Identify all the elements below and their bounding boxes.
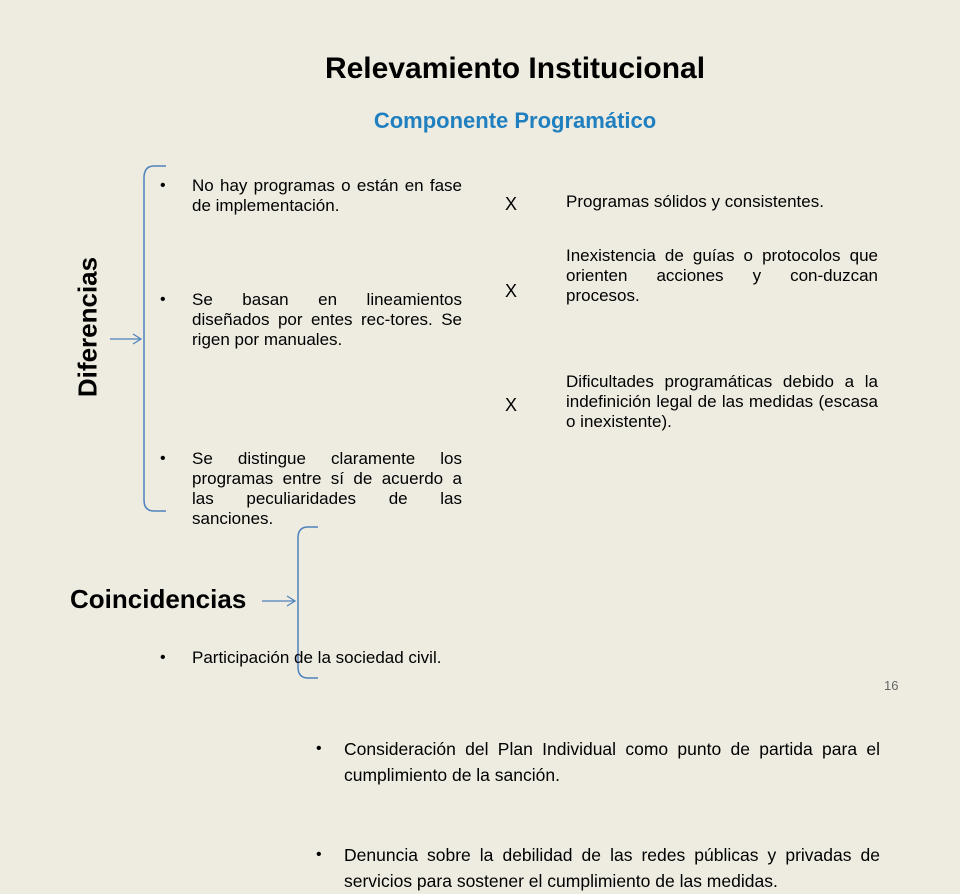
list-item: • Participación de la sociedad civil. xyxy=(160,648,442,667)
right-text: Dificultades programáticas debido a la indefinición legal de las medidas (escasa o inexistente). xyxy=(566,372,878,431)
diferencias-label: Diferencias xyxy=(72,256,103,398)
bullet-icon: • xyxy=(160,177,166,194)
bullet-icon: • xyxy=(316,740,322,757)
slide-title: Relevamiento Institucional xyxy=(324,52,706,85)
right-text: Programas sólidos y consistentes. xyxy=(566,192,824,211)
bullet-icon: • xyxy=(160,291,166,308)
separator-x: X xyxy=(505,281,518,301)
diferencias-label-box xyxy=(58,232,118,422)
bullet-icon: • xyxy=(160,649,166,666)
coincidencias-label: Coincidencias xyxy=(70,584,247,614)
bullet-icon: • xyxy=(160,450,166,467)
separator-x: X xyxy=(505,395,518,415)
list-item: • No hay programas o están en fase de implementación. xyxy=(160,176,462,215)
page-number: 16 xyxy=(884,678,899,693)
right-text: Inexistencia de guías o protocolos que orienten acciones y con-duzcan procesos. xyxy=(566,246,878,305)
list-item: • Consideración del Plan Individual como punto de partida para el cumplimiento de la sanción. xyxy=(344,736,880,788)
separator-x: X xyxy=(505,194,518,214)
slide-subtitle: Componente Programático xyxy=(373,108,657,133)
list-item: • Se basan en lineamientos diseñados por entes rec-tores. Se rigen por manuales. xyxy=(160,290,462,349)
list-item: • Se distingue claramente los programas entre sí de acuerdo a las peculiaridades de las sanciones. xyxy=(160,449,462,528)
bullet-icon: • xyxy=(316,846,322,863)
list-item: • Denuncia sobre la debilidad de las redes públicas y privadas de servicios para sostener el cumplimiento de las medidas. xyxy=(344,842,880,894)
